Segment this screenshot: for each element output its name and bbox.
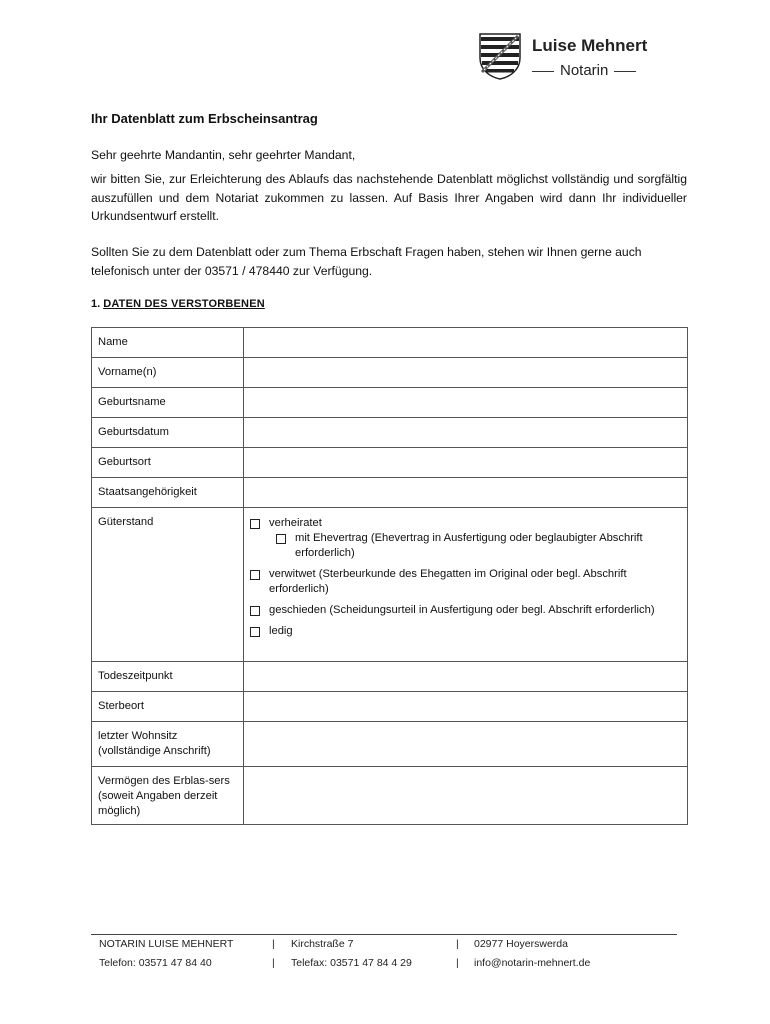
option-verheiratet[interactable] — [244, 516, 687, 531]
table-row — [92, 328, 688, 358]
footer-city: 02977 Hoyerswerda — [474, 938, 568, 950]
footer-separator: | — [272, 938, 275, 950]
contact-paragraph: Sollten Sie zu dem Datenblatt oder zum Thema Erbschaft Fragen haben, stehen wir Ihnen gerne auch telefonisch unter der 03571 / 478440 zur Verfügung. — [91, 245, 642, 278]
notary-logo — [478, 32, 678, 84]
option-ledig[interactable] — [244, 624, 687, 639]
footer-office: NOTARIN LUISE MEHNERT — [99, 938, 234, 950]
option-label: verwitwet (Sterbeurkunde des Ehegatten im Original oder begl. Abschrift erforderlich) — [269, 568, 627, 595]
notary-subtitle — [532, 62, 642, 79]
section-number: 1. — [91, 298, 101, 310]
row-label-geburtsname: Geburtsname — [92, 388, 244, 418]
footer-separator: | — [456, 957, 459, 969]
row-label-gueterstand: Güterstand — [92, 508, 244, 662]
gueterstand-options — [244, 508, 688, 662]
page-footer — [91, 934, 677, 969]
table-row — [92, 478, 688, 508]
staatsangehoerigkeit-input-cell[interactable] — [244, 478, 688, 508]
option-geschieden[interactable] — [244, 603, 687, 618]
checkbox[interactable] — [250, 606, 260, 616]
table-row — [92, 662, 688, 692]
footer-email-link[interactable]: info@notarin-mehnert.de — [474, 957, 591, 969]
section-heading — [91, 298, 265, 310]
option-label: ledig — [269, 625, 293, 637]
vorname-input-cell[interactable] — [244, 358, 688, 388]
section-title: DATEN DES VERSTORBENEN — [103, 298, 265, 310]
option-label: mit Ehevertrag (Ehevertrag in Ausfertigung oder beglaubigter Abschrift erforderlich) — [295, 532, 643, 559]
footer-phone: Telefon: 03571 47 84 40 — [99, 957, 212, 969]
table-row — [92, 388, 688, 418]
checkbox[interactable] — [276, 534, 286, 544]
saxony-coat-of-arms-icon — [478, 32, 522, 80]
table-row — [92, 692, 688, 722]
vermoegen-input-cell[interactable] — [244, 767, 688, 825]
row-label-todeszeitpunkt: Todeszeitpunkt — [92, 662, 244, 692]
greeting: Sehr geehrte Mandantin, sehr geehrter Mandant, — [91, 148, 356, 162]
intro-paragraph: wir bitten Sie, zur Erleichterung des Ablaufs das nachstehende Datenblatt möglichst vollständig und sorgfältig auszufüllen und dem Notariat zukommen zu lassen. Auf Basis Ihrer Angaben wird dann Ihr individueller Urkundsentwurf erstellt. — [91, 172, 687, 223]
wohnsitz-input-cell[interactable] — [244, 722, 688, 767]
table-row — [92, 767, 688, 825]
table-row — [92, 508, 688, 662]
sterbeort-input-cell[interactable] — [244, 692, 688, 722]
option-label: geschieden (Scheidungsurteil in Ausfertigung oder begl. Abschrift erforderlich) — [269, 604, 655, 616]
row-label-name: Name — [92, 328, 244, 358]
option-ehevertrag[interactable] — [244, 531, 687, 561]
row-label-vermoegen: Vermögen des Erblas-sers (soweit Angaben derzeit möglich) — [92, 767, 244, 825]
row-label-geburtsort: Geburtsort — [92, 448, 244, 478]
notary-title: Notarin — [560, 62, 609, 79]
table-row — [92, 448, 688, 478]
table-row — [92, 418, 688, 448]
checkbox[interactable] — [250, 570, 260, 580]
geburtsort-input-cell[interactable] — [244, 448, 688, 478]
geburtsdatum-input-cell[interactable] — [244, 418, 688, 448]
notary-name: Luise Mehnert — [532, 36, 648, 55]
footer-separator: | — [272, 957, 275, 969]
row-label-wohnsitz: letzter Wohnsitz (vollständige Anschrift) — [92, 722, 244, 767]
name-input-cell[interactable] — [244, 328, 688, 358]
footer-street: Kirchstraße 7 — [291, 938, 354, 950]
checkbox[interactable] — [250, 627, 260, 637]
option-verwitwet[interactable] — [244, 567, 687, 597]
geburtsname-input-cell[interactable] — [244, 388, 688, 418]
option-label: verheiratet — [269, 517, 322, 529]
row-label-sterbeort: Sterbeort — [92, 692, 244, 722]
footer-separator: | — [456, 938, 459, 950]
table-row — [92, 358, 688, 388]
row-label-staatsangehoerigkeit: Staatsangehörigkeit — [92, 478, 244, 508]
row-label-geburtsdatum: Geburtsdatum — [92, 418, 244, 448]
checkbox[interactable] — [250, 519, 260, 529]
row-label-vorname: Vorname(n) — [92, 358, 244, 388]
deceased-data-table — [91, 327, 688, 825]
footer-fax: Telefax: 03571 47 84 4 29 — [291, 957, 412, 969]
todeszeitpunkt-input-cell[interactable] — [244, 662, 688, 692]
table-row — [92, 722, 688, 767]
document-title: Ihr Datenblatt zum Erbscheinsantrag — [91, 111, 318, 126]
